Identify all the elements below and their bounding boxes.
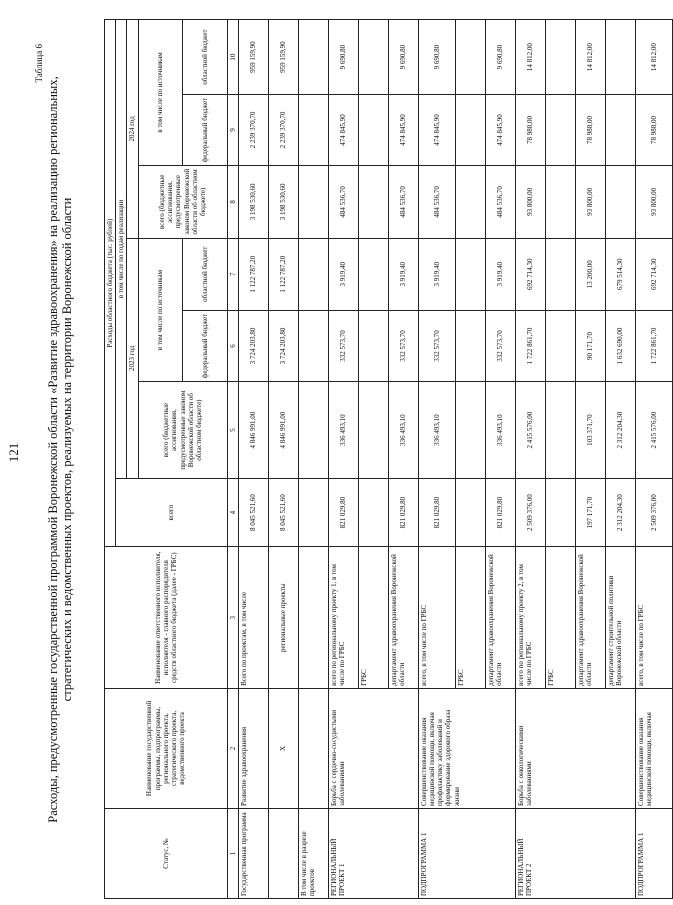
header-executor: Наименование ответственного исполнителя, исполнителя - главного распорядителя средств областного бюджета (далее - ГРБС) (105, 547, 228, 688)
column-number: 5 (227, 382, 238, 478)
amount-cell: 484 536,70 (388, 165, 418, 238)
header-expenses-group: Расходы областного бюджета (тыс. рублей) (105, 20, 116, 547)
amount-cell: 692 714,30 (635, 238, 672, 310)
header-year-2024: 2024 год (127, 20, 138, 239)
amount-cell: 78 988,00 (635, 95, 672, 166)
amount-cell: 1 122 787,20 (268, 238, 298, 310)
row-name (298, 688, 328, 808)
amount-cell: 821 029,80 (418, 478, 455, 547)
row-executor: департамент здравоохранения Воронежской области (388, 547, 418, 688)
row-executor: всего по региональному проекту 1, в том числе по ГРБС (328, 547, 358, 688)
column-number: 4 (227, 478, 238, 547)
amount-cell: 821 029,80 (328, 478, 358, 547)
amount-cell (298, 478, 328, 547)
amount-cell: 484 536,70 (418, 165, 455, 238)
row-executor: департамент строительной политики Воронежской области (605, 547, 635, 688)
amount-cell: 1 722 861,70 (515, 310, 545, 382)
header-by-years: в том числе по годам реализации (116, 20, 127, 479)
amount-cell (358, 478, 388, 547)
row-executor: департамент здравоохранения Воронежской области (485, 547, 515, 688)
amount-cell (298, 382, 328, 478)
amount-cell (545, 382, 575, 478)
amount-cell: 484 536,70 (485, 165, 515, 238)
amount-cell: 959 159,90 (238, 20, 268, 95)
amount-cell (358, 95, 388, 166)
amount-cell: 336 493,10 (485, 382, 515, 478)
amount-cell (358, 165, 388, 238)
amount-cell: 14 812,00 (575, 20, 605, 95)
column-number: 7 (227, 238, 238, 310)
row-name: X (268, 688, 298, 808)
amount-cell (605, 20, 635, 95)
amount-cell (455, 20, 485, 95)
row-name: Совершенствование оказания медицинской помощи, включая профилактику заболеваний и формирование здорового образа жизни (418, 688, 515, 808)
row-executor: Всего по проектам, в том числе (238, 547, 268, 688)
table-row (635, 20, 672, 899)
amount-cell: 336 493,10 (418, 382, 455, 478)
amount-cell (455, 310, 485, 382)
amount-cell: 78 988,00 (575, 95, 605, 166)
column-number-row (227, 20, 238, 899)
amount-cell: 2 239 370,70 (268, 95, 298, 166)
row-executor: ГРБС (455, 547, 485, 688)
amount-cell: 3 919,40 (418, 238, 455, 310)
amount-cell: 1 722 861,70 (635, 310, 672, 382)
table-row (268, 20, 298, 899)
amount-cell (358, 382, 388, 478)
amount-cell: 14 812,00 (515, 20, 545, 95)
amount-cell: 3 919,40 (388, 238, 418, 310)
amount-cell: 4 846 991,00 (268, 382, 298, 478)
amount-cell: 332 573,70 (328, 310, 358, 382)
row-status: РЕГИОНАЛЬНЫЙ ПРОЕКТ 2 (515, 808, 635, 898)
amount-cell (358, 310, 388, 382)
amount-cell (545, 478, 575, 547)
column-number: 3 (227, 547, 238, 688)
amount-cell: 93 800,00 (635, 165, 672, 238)
row-executor: всего по региональному проекту 2, в том числе по ГРБС (515, 547, 545, 688)
row-status: ПОДПРОГРАММА 1 (418, 808, 515, 898)
column-number: 6 (227, 310, 238, 382)
header-federal-2024: федеральный бюджет (183, 95, 228, 166)
table-row (328, 20, 358, 899)
amount-cell (455, 95, 485, 166)
header-year-2023: 2023 год (127, 238, 138, 478)
row-executor: ГРБС (358, 547, 388, 688)
amount-cell: 336 493,10 (328, 382, 358, 478)
amount-cell: 3 198 530,60 (238, 165, 268, 238)
amount-cell: 3 198 530,60 (268, 165, 298, 238)
amount-cell: 93 800,00 (575, 165, 605, 238)
table-row (238, 20, 268, 899)
amount-cell: 474 845,90 (485, 95, 515, 166)
amount-cell: 2 312 204,30 (605, 478, 635, 547)
amount-cell (298, 165, 328, 238)
table-row (515, 20, 545, 899)
amount-cell: 332 573,70 (485, 310, 515, 382)
row-status: ПОДПРОГРАММА 1 (635, 808, 672, 898)
header-status: Статус, № (105, 808, 228, 898)
header-by-sources-2023: в том числе по источникам (138, 238, 183, 382)
header-regional-2023: областной бюджет (183, 238, 228, 310)
expenses-table (104, 19, 673, 899)
amount-cell: 9 690,80 (485, 20, 515, 95)
row-name: Совершенствование оказания медицинской помощи, включая (635, 688, 672, 808)
amount-cell: 3 919,40 (328, 238, 358, 310)
amount-cell: 332 573,70 (418, 310, 455, 382)
amount-cell: 78 988,00 (515, 95, 545, 166)
row-executor: региональные проекты (268, 547, 298, 688)
table-label: Таблица 6 (34, 44, 44, 83)
amount-cell: 2 415 576,00 (635, 382, 672, 478)
column-number: 1 (227, 808, 238, 898)
row-name: Развитие здравоохранения (238, 688, 268, 808)
amount-cell: 14 812,00 (635, 20, 672, 95)
amount-cell: 9 690,80 (328, 20, 358, 95)
amount-cell (455, 238, 485, 310)
amount-cell: 332 573,70 (388, 310, 418, 382)
column-number: 9 (227, 95, 238, 166)
amount-cell (298, 238, 328, 310)
amount-cell: 9 690,80 (418, 20, 455, 95)
amount-cell (358, 20, 388, 95)
amount-cell: 2 415 576,00 (515, 382, 545, 478)
row-executor: департамент здравоохранения Воронежской области (575, 547, 605, 688)
amount-cell: 103 371,70 (575, 382, 605, 478)
amount-cell: 474 845,90 (388, 95, 418, 166)
row-executor: всего, в том числе по ГРБС (418, 547, 455, 688)
column-number: 8 (227, 165, 238, 238)
amount-cell (358, 238, 388, 310)
row-status: Государственная программа (238, 808, 268, 898)
amount-cell: 2 509 376,00 (635, 478, 672, 547)
amount-cell: 13 200,00 (575, 238, 605, 310)
amount-cell: 93 800,00 (515, 165, 545, 238)
row-status (268, 808, 298, 898)
header-total: всего (116, 478, 227, 547)
amount-cell: 2 239 370,70 (238, 95, 268, 166)
amount-cell (455, 382, 485, 478)
amount-cell: 2 509 376,00 (515, 478, 545, 547)
document-title: Расходы, предусмотренные государственной программой Воронежской области «Развитие здравоохранения» на реализацию региональных, стратегических и ведомственных проектов, реализуемых на территории Воронежской области (46, 76, 74, 823)
header-regional-2024: областной бюджет (183, 20, 228, 95)
amount-cell: 821 029,80 (388, 478, 418, 547)
amount-cell (545, 95, 575, 166)
amount-cell: 3 724 203,80 (268, 310, 298, 382)
amount-cell: 692 714,30 (515, 238, 545, 310)
amount-cell: 474 845,90 (328, 95, 358, 166)
amount-cell: 3 724 203,80 (238, 310, 268, 382)
amount-cell: 959 159,90 (268, 20, 298, 95)
amount-cell (298, 310, 328, 382)
row-executor: ГРБС (545, 547, 575, 688)
row-status: РЕГИОНАЛЬНЫЙ ПРОЕКТ 1 (328, 808, 418, 898)
amount-cell: 679 514,30 (605, 238, 635, 310)
header-total-2023: всего (бюджетные ассигнования, предусмотренные законом Воронежской области об областном бюджете) (138, 382, 227, 478)
amount-cell: 474 845,90 (418, 95, 455, 166)
amount-cell: 90 171,70 (575, 310, 605, 382)
table-row (298, 20, 328, 899)
row-name: Борьба с онкологическими заболеваниями (515, 688, 635, 808)
amount-cell (545, 310, 575, 382)
amount-cell (455, 165, 485, 238)
row-executor (298, 547, 328, 688)
amount-cell: 8 045 521,60 (238, 478, 268, 547)
header-name: Наименование государственной программы, подпрограммы, регионального проекта, стратегического проекта, ведомственного проекта (105, 688, 228, 808)
row-executor: всего, в том числе по ГРБС (635, 547, 672, 688)
amount-cell: 4 846 991,00 (238, 382, 268, 478)
amount-cell: 484 536,70 (328, 165, 358, 238)
amount-cell: 821 029,80 (485, 478, 515, 547)
row-name: Борьба с сердечно-сосудистыми заболеваниями (328, 688, 418, 808)
header-federal-2023: федеральный бюджет (183, 310, 228, 382)
amount-cell (545, 20, 575, 95)
amount-cell: 2 312 204,30 (605, 382, 635, 478)
amount-cell: 197 171,70 (575, 478, 605, 547)
amount-cell (455, 478, 485, 547)
amount-cell (605, 95, 635, 166)
amount-cell (298, 95, 328, 166)
amount-cell: 8 045 521,60 (268, 478, 298, 547)
page-number: 121 (6, 442, 21, 463)
header-by-sources-2024: в том числе по источникам (138, 20, 183, 166)
amount-cell: 1 632 690,00 (605, 310, 635, 382)
amount-cell (298, 20, 328, 95)
amount-cell (545, 165, 575, 238)
amount-cell: 3 919,40 (485, 238, 515, 310)
amount-cell: 336 493,10 (388, 382, 418, 478)
column-number: 10 (227, 20, 238, 95)
amount-cell: 9 690,80 (388, 20, 418, 95)
amount-cell: 1 122 787,20 (238, 238, 268, 310)
amount-cell (545, 238, 575, 310)
amount-cell (605, 165, 635, 238)
row-status: В том числе в разрезе проектов (298, 808, 328, 898)
header-total-2024: всего (бюджетные ассигнования, предусмотренные законом Воронежской области об областном бюджете) (138, 165, 227, 238)
column-number: 2 (227, 688, 238, 808)
table-row (418, 20, 455, 899)
